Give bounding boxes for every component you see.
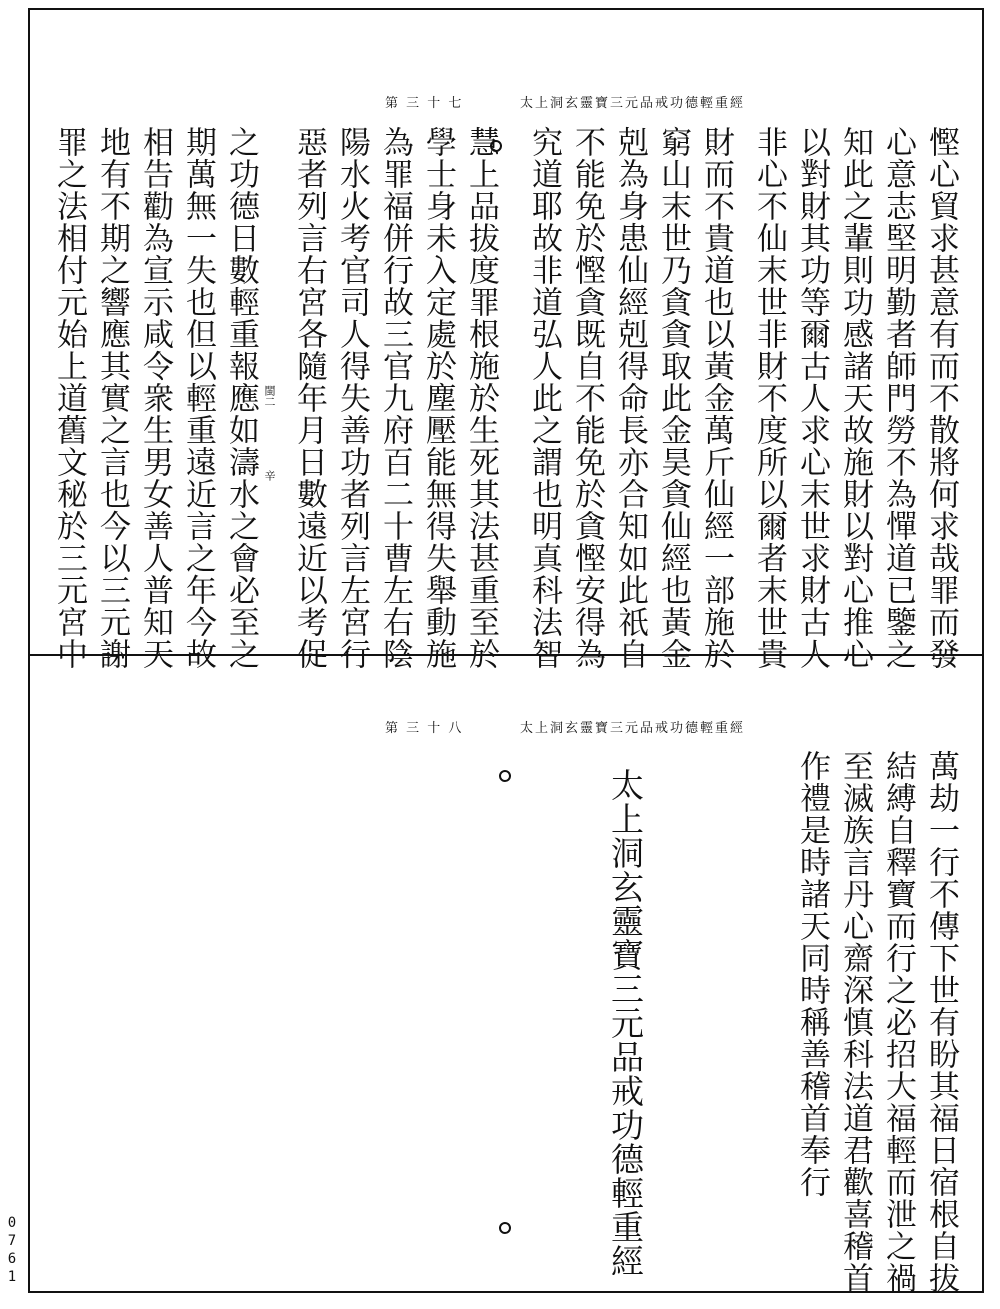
margin-page-number: 0761	[4, 1215, 20, 1287]
upper-column: 期萬無一失也但以輕重遠近言之年今故	[180, 126, 216, 670]
upper-column: 以對財其功等爾古人求心末世求財古人	[794, 126, 830, 670]
upper-column: 學士身未入定處於塵壓能無得失舉動施	[420, 126, 456, 670]
upper-column: 地有不期之響應其實之言也今以三元謝	[94, 126, 130, 670]
upper-column: 慧上品拔度罪根施於生死其法甚重至於	[463, 126, 499, 670]
lower-column: 結縛自釋寶而行之必招大福輕而泄之禍	[880, 750, 916, 1294]
upper-column: 陽水火考官司人得失善功者列言左宮行	[334, 126, 370, 670]
circle-mark-icon	[499, 770, 511, 782]
upper-header-page: 第 三 十 七	[385, 96, 464, 111]
upper-column: 相告勸為宣示咸令衆生男女善人普知天	[137, 126, 173, 670]
upper-note: 閩二	[263, 385, 276, 407]
circle-mark-icon	[490, 140, 502, 152]
upper-column: 剋為身患仙經剋得命長亦合知如此祇自	[612, 126, 648, 670]
upper-note: 辛	[263, 470, 276, 481]
upper-header-title: 太上洞玄靈寶三元品戒功德輕重經	[520, 96, 746, 111]
lower-column: 至滅族言丹心齋深慎科法道君歡喜稽首	[837, 750, 873, 1294]
upper-column: 非心不仙末世非財不度所以爾者末世貴	[751, 126, 787, 670]
upper-column: 財而不貴道也以黃金萬斤仙經一部施於	[698, 126, 734, 670]
circle-mark-icon	[499, 1222, 511, 1234]
upper-column: 窮山末世乃貪貪取此金昊貪仙經也黃金	[655, 126, 691, 670]
upper-column: 惡者列言右宮各隨年月日數遠近以考促	[291, 126, 327, 670]
upper-column: 究道耶故非道弘人此之謂也明真科法智	[526, 126, 562, 670]
upper-column: 知此之輩則功感諸天故施財以對心推心	[837, 126, 873, 670]
lower-column: 萬劫一行不傳下世有盼其福日宿根自拔	[923, 750, 959, 1294]
upper-column: 之功德日數輕重報應如濤水之會必至之	[223, 126, 259, 670]
scripture-title: 太上洞玄靈寶三元品戒功德輕重經	[606, 768, 645, 1278]
upper-column: 心意志堅明勤者師門勞不為憚道已鑒之	[880, 126, 916, 670]
lower-header-page: 第 三 十 八	[385, 721, 464, 736]
upper-column: 慳心貿求甚意有而不散將何求哉罪而發	[923, 126, 959, 670]
upper-column: 不能免於慳貪既自不能免於貪慳安得為	[569, 126, 605, 670]
lower-header-title: 太上洞玄靈寶三元品戒功德輕重經	[520, 721, 746, 736]
upper-column: 罪之法相付元始上道舊文秘於三元宮中	[51, 126, 87, 670]
upper-column: 為罪福併行故三官九府百二十曹左右陰	[377, 126, 413, 670]
lower-column: 作禮是時諸天同時稱善稽首奉行	[794, 750, 830, 1198]
